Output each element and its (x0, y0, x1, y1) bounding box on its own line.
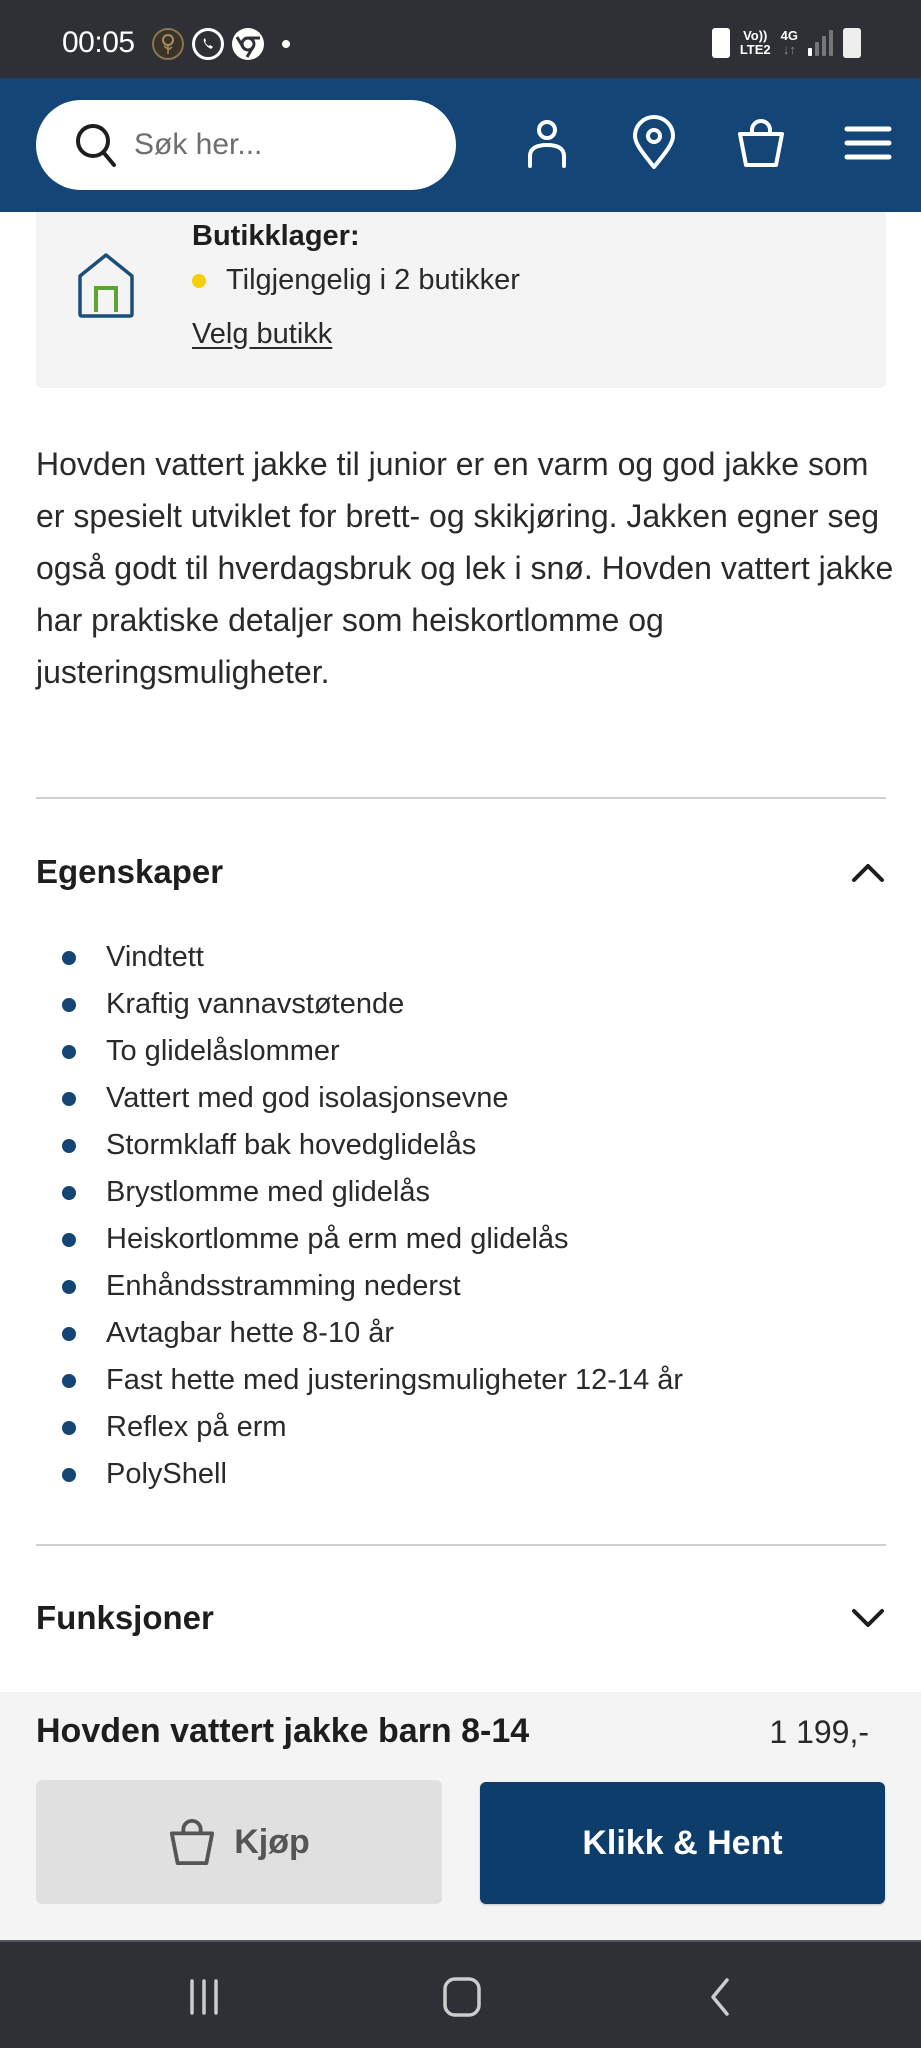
purchase-bar (0, 1692, 921, 1940)
product-description: Hovden vattert jakke til junior er en varm og god jakke som er spesielt utviklet for brett- og skikjøring. Jakken egner seg også godt til hverdagsbruk og lek i snø. Hovden vattert jakke har praktiske detaljer som heiskortlomme og justeringsmuligheter. (36, 446, 894, 690)
buy-button[interactable] (36, 1780, 442, 1904)
store-stock-card (36, 212, 886, 388)
feature-text: Stormklaff bak hovedglidelås (106, 1129, 477, 1161)
feature-text: PolyShell (106, 1458, 227, 1490)
flower-notification-icon (152, 28, 184, 60)
status-time: 00:05 (62, 26, 135, 59)
lte-label: LTE2 (739, 42, 771, 57)
battery-icon (843, 28, 861, 58)
recent-apps-icon (186, 1977, 222, 2017)
search-input[interactable] (134, 128, 434, 162)
list-item (62, 1451, 683, 1498)
feature-text: Avtagbar hette 8-10 år (106, 1317, 395, 1349)
home-icon (442, 1976, 482, 2018)
availability-dot-icon (192, 274, 206, 288)
back-button[interactable] (690, 1972, 750, 2022)
accordion-egenskaper[interactable] (36, 842, 886, 902)
list-item (62, 1404, 683, 1451)
list-item (62, 981, 683, 1028)
bullet-icon (62, 1468, 76, 1482)
bullet-icon (62, 1092, 76, 1106)
product-price: 1 199,- (769, 1714, 869, 1750)
network-type-label: 4G (780, 28, 798, 43)
list-item (62, 1028, 683, 1075)
feature-text: Enhåndsstramming nederst (106, 1270, 461, 1302)
bullet-icon (62, 1045, 76, 1059)
feature-text: To glidelåslommer (106, 1035, 340, 1067)
section-title: Egenskaper (36, 853, 224, 890)
feature-text: Brystlomme med glidelås (106, 1176, 430, 1208)
section-title: Funksjoner (36, 1599, 214, 1636)
availability-text: Tilgjengelig i 2 butikker (226, 264, 520, 296)
search-bar[interactable] (36, 100, 456, 190)
feature-text: Vindtett (106, 941, 204, 973)
location-pin-icon (631, 115, 677, 171)
feature-text: Kraftig vannavstøtende (106, 988, 405, 1020)
account-button[interactable] (517, 108, 577, 178)
divider (36, 797, 886, 799)
bullet-icon (62, 998, 76, 1012)
shopping-bag-icon (168, 1817, 216, 1867)
click-and-collect-button[interactable]: Klikk & Hent (480, 1782, 885, 1904)
feature-text: Heiskortlomme på erm med glidelås (106, 1223, 569, 1255)
chevron-up-icon (850, 860, 886, 884)
select-store-link[interactable]: Velg butikk (192, 318, 333, 350)
home-button[interactable] (432, 1972, 492, 2022)
store-availability (192, 264, 520, 297)
data-arrows-icon: ↓↑ (782, 42, 796, 57)
whatsapp-icon (192, 28, 224, 60)
chevron-down-icon (850, 1606, 886, 1630)
bullet-icon (62, 1421, 76, 1435)
bullet-icon (62, 1139, 76, 1153)
buy-button-label: Kjøp (234, 1822, 310, 1861)
bullet-icon (62, 951, 76, 965)
feature-text: Vattert med god isolasjonsevne (106, 1082, 509, 1114)
product-name: Hovden vattert jakke barn 8-14 (36, 1712, 530, 1750)
bullet-icon (62, 1327, 76, 1341)
store-stock-title: Butikklager: (192, 220, 360, 252)
chrome-icon (232, 28, 264, 60)
status-bar (0, 0, 921, 78)
list-item (62, 934, 683, 981)
account-icon (525, 118, 569, 168)
bullet-icon (62, 1374, 76, 1388)
notification-dot-icon (282, 40, 290, 48)
divider (36, 1544, 886, 1546)
volte-label: Vo)) (743, 28, 768, 43)
signal-icon (808, 30, 833, 56)
list-item (62, 1075, 683, 1122)
feature-text: Reflex på erm (106, 1411, 287, 1443)
bullet-icon (62, 1186, 76, 1200)
network-type-indicator (781, 29, 798, 57)
store-house-icon (76, 252, 136, 320)
cart-button[interactable] (731, 108, 791, 178)
menu-icon (844, 125, 892, 161)
list-item (62, 1122, 683, 1169)
accordion-funksjoner[interactable] (36, 1588, 886, 1648)
menu-button[interactable] (838, 108, 898, 178)
list-item (62, 1216, 683, 1263)
list-item (62, 1310, 683, 1357)
battery-saver-icon (712, 28, 730, 58)
back-icon (705, 1976, 735, 2018)
system-status-icons (712, 28, 861, 58)
bullet-icon (62, 1280, 76, 1294)
list-item (62, 1169, 683, 1216)
system-nav-bar (0, 1940, 921, 2048)
bullet-icon (62, 1233, 76, 1247)
volte-indicator (740, 29, 771, 57)
search-icon (74, 122, 118, 168)
shopping-bag-icon (736, 118, 786, 168)
store-locator-button[interactable] (624, 108, 684, 178)
list-item (62, 1263, 683, 1310)
recent-apps-button[interactable] (174, 1972, 234, 2022)
list-item (62, 1357, 683, 1404)
features-list (62, 934, 683, 1498)
feature-text: Fast hette med justeringsmuligheter 12-14 år (106, 1364, 684, 1396)
notification-icons (152, 28, 290, 60)
site-header (0, 78, 921, 212)
